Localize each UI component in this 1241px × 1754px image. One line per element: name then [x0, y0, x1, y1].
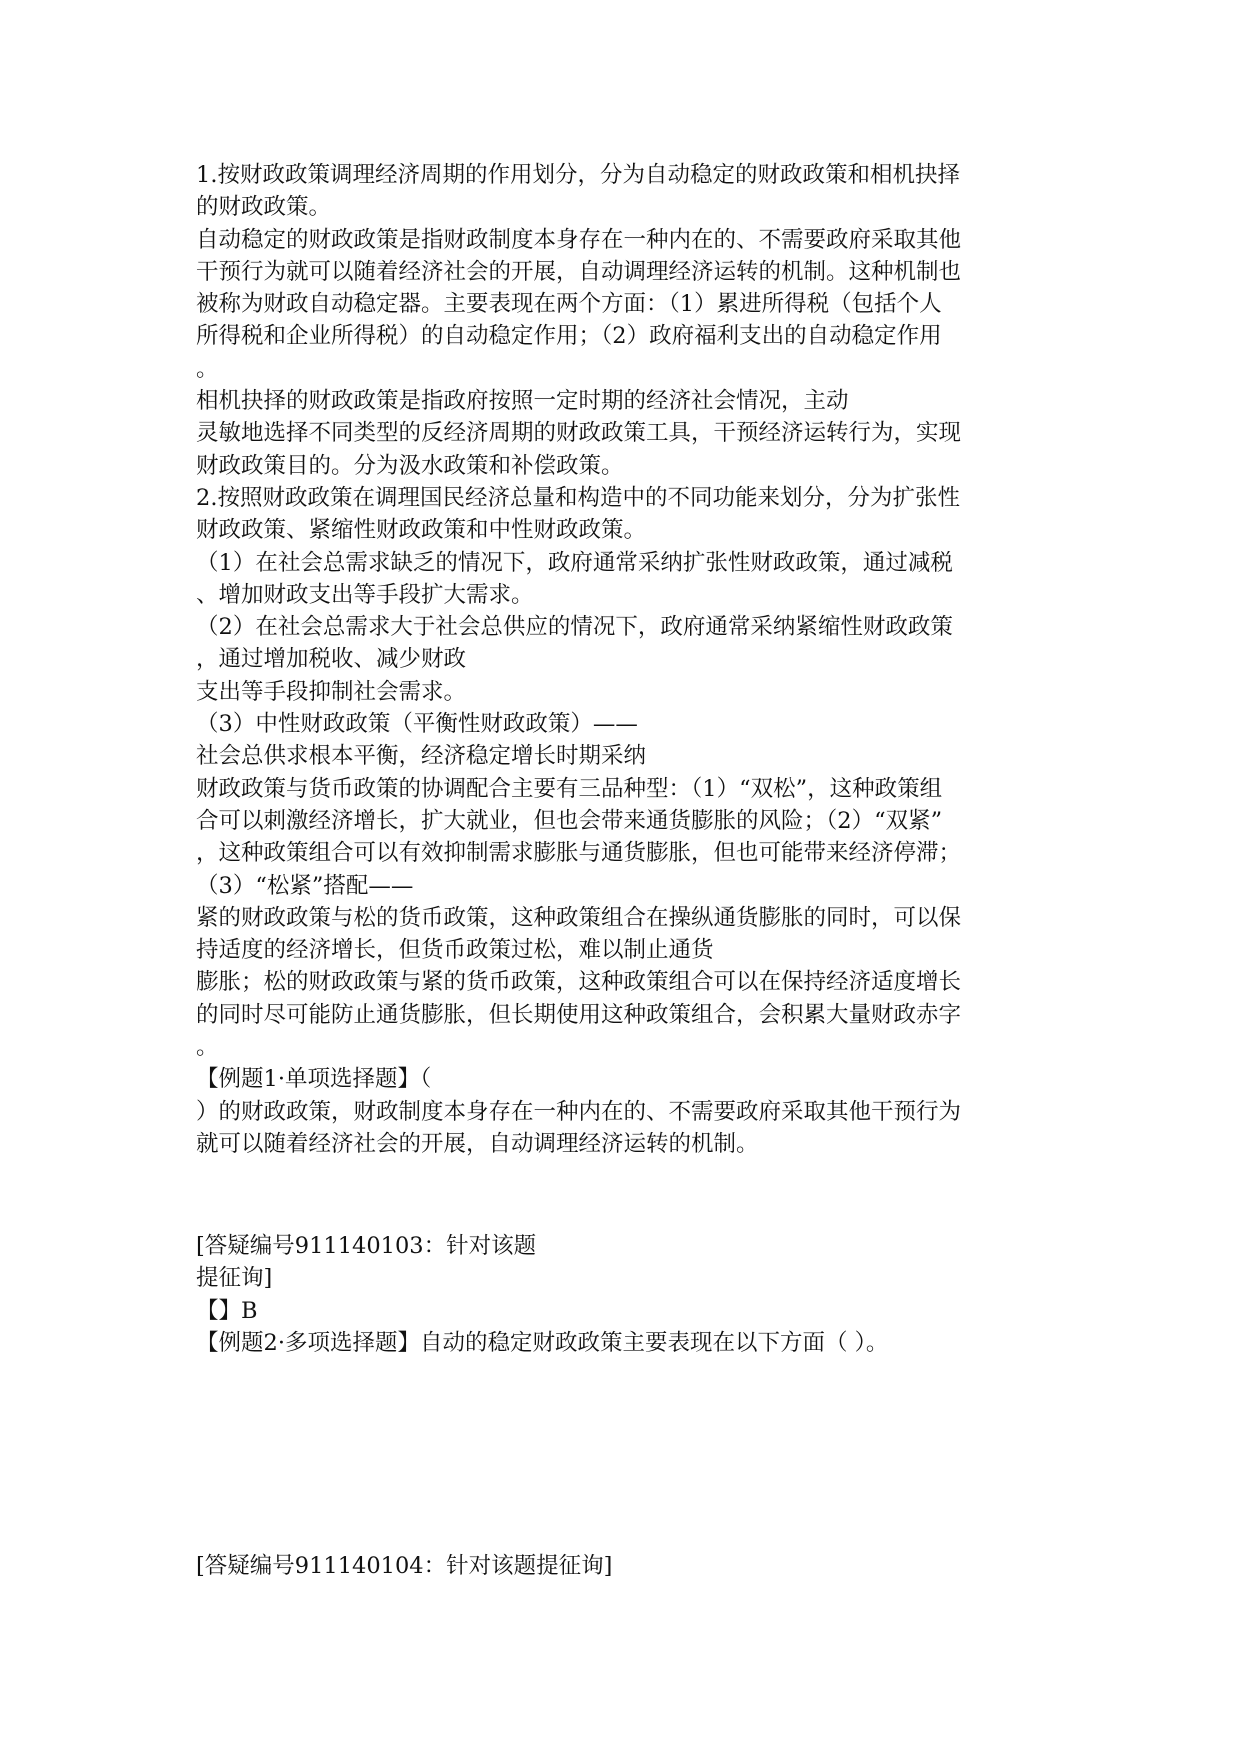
main-text-block — [196, 159, 1056, 1160]
text-line: [答疑编号911140104：针对该题提征询] — [196, 1553, 613, 1579]
text-line: ，这种政策组合可以有效抑制需求膨胀与通货膨胀，但也可能带来经济停滞； — [196, 840, 962, 867]
text-line: 财政政策与货币政策的协调配合主要有三品种型：（1）“双松”，这种政策组 — [196, 775, 943, 802]
text-line: 合可以刺激经济增长，扩大就业，但也会带来通货膨胀的风险；（2）“双紧” — [196, 807, 943, 834]
text-line: 提征询] — [196, 1265, 273, 1292]
text-line: 灵敏地选择不同类型的反经济周期的财政政策工具，干预经济运转行为，实现 — [196, 420, 962, 447]
answer-reference-block — [196, 1550, 1056, 1582]
text-line: 【】B — [196, 1297, 258, 1324]
text-line: [答疑编号911140103：针对该题 — [196, 1233, 537, 1259]
text-line: 【例题2·多项选择题】自动的稳定财政政策主要表现在以下方面（ ）。 — [196, 1329, 889, 1356]
text-line: 持适度的经济增长，但货币政策过松，难以制止通货 — [196, 937, 714, 964]
text-line: ）的财政政策，财政制度本身存在一种内在的、不需要政府采取其他干预行为 — [196, 1098, 962, 1125]
text-line: （3）中性财政政策（平衡性财政政策）—— — [196, 711, 638, 738]
text-line: 。 — [196, 1034, 219, 1061]
text-line: 紧的财政政策与松的货币政策，这种政策组合在操纵通货膨胀的同时，可以保 — [196, 904, 962, 931]
text-line: 财政政策、紧缩性财政政策和中性财政政策。 — [196, 517, 647, 544]
text-line: 、增加财政支出等手段扩大需求。 — [196, 581, 534, 608]
text-line: 干预行为就可以随着经济社会的开展，自动调理经济运转的机制。这种机制也 — [196, 258, 962, 285]
text-line: （1）在社会总需求缺乏的情况下，政府通常采纳扩张性财政政策，通过减税 — [196, 549, 953, 576]
text-line: （2）在社会总需求大于社会总供应的情况下，政府通常采纳紧缩性财政政策 — [196, 614, 953, 641]
text-line: 相机抉择的财政政策是指政府按照一定时期的经济社会情况，主动 — [196, 388, 849, 415]
example-question-block — [196, 1230, 1056, 1359]
text-line: 。 — [196, 355, 219, 382]
text-line: 被称为财政自动稳定器。主要表现在两个方面：（1）累进所得税（包括个人 — [196, 291, 942, 318]
text-line: （3）“松紧”搭配—— — [196, 872, 414, 899]
text-line: 2.按照财政政策在调理国民经济总量和构造中的不同功能来划分，分为扩张性 — [196, 484, 960, 511]
text-line: 【例题1·单项选择题】（ — [196, 1066, 432, 1093]
text-line: 财政政策目的。分为汲水政策和补偿政策。 — [196, 452, 624, 479]
text-line: 就可以随着经济社会的开展，自动调理经济运转的机制。 — [196, 1130, 759, 1157]
text-line: 支出等手段抑制社会需求。 — [196, 678, 467, 705]
text-line: 的同时尽可能防止通货膨胀，但长期使用这种政策组合，会积累大量财政赤字 — [196, 1001, 962, 1028]
text-line: 自动稳定的财政政策是指财政制度本身存在一种内在的、不需要政府采取其他 — [196, 226, 962, 253]
text-line: ，通过增加税收、减少财政 — [196, 646, 467, 673]
text-line: 膨胀；松的财政政策与紧的货币政策，这种政策组合可以在保持经济适度增长 — [196, 969, 962, 996]
text-line: 1.按财政政策调理经济周期的作用划分，分为自动稳定的财政政策和相机抉择 — [196, 162, 960, 188]
text-line: 所得税和企业所得税）的自动稳定作用；（2）政府福利支出的自动稳定作用 — [196, 323, 942, 350]
text-line: 的财政政策。 — [196, 194, 332, 221]
text-line: 社会总供求根本平衡，经济稳定增长时期采纳 — [196, 743, 647, 770]
